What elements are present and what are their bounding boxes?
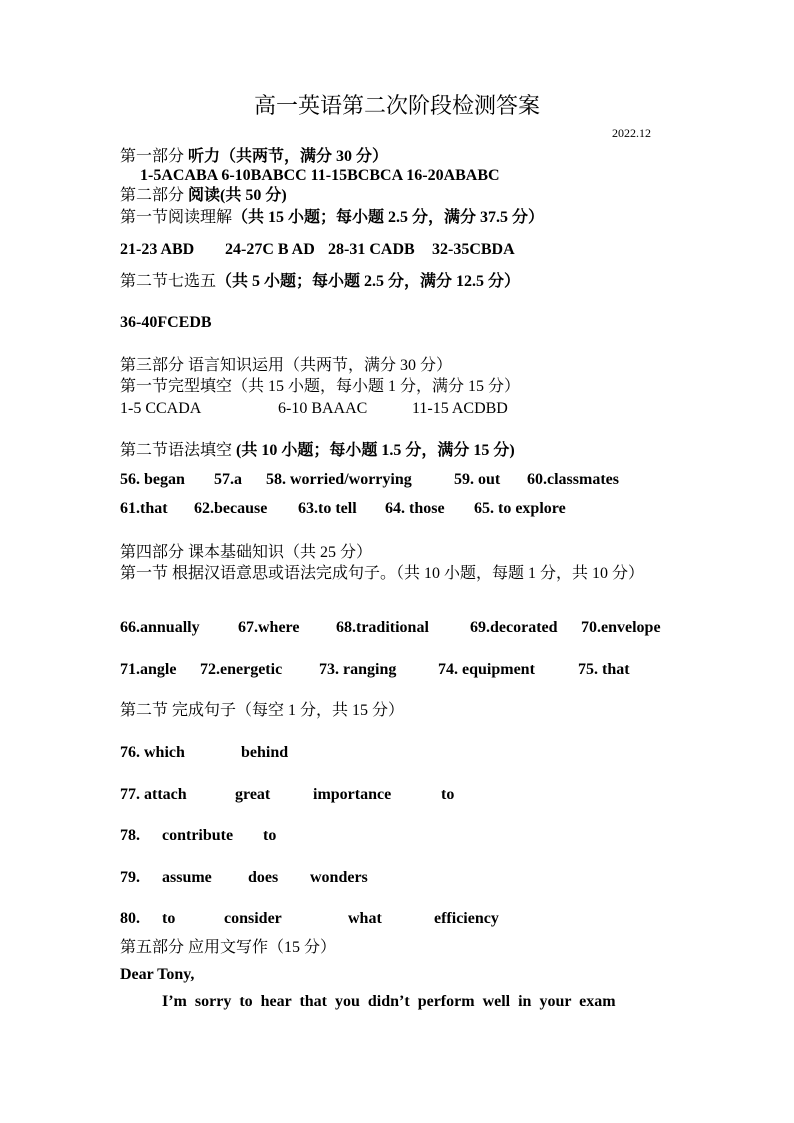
part2-sec1-heading: [120, 208, 544, 228]
answer-item: efficiency: [434, 910, 499, 927]
part1-heading-label: 第一部分: [120, 148, 185, 165]
answer-item: to: [263, 827, 277, 844]
answer-item: importance: [313, 786, 392, 803]
answer-item: 76. which: [120, 744, 185, 761]
page-title: 高一英语第二次阶段检测答案: [253, 93, 540, 118]
answer-item: 63.to tell: [298, 500, 357, 517]
part3-heading-label: 第三部分: [120, 357, 185, 374]
part2-sec1-heading-text: （共 15 小题；每小题 2.5 分，满分 37.5 分）: [232, 209, 545, 226]
answer-item: 67.where: [238, 619, 300, 636]
answer-item: great: [235, 786, 271, 803]
answer-group: 24-27C B AD: [225, 241, 315, 258]
answer-item: 72.energetic: [200, 661, 283, 678]
part5-heading: [120, 938, 336, 958]
answer-item: to: [162, 910, 176, 927]
answer-item: 66.annually: [120, 619, 200, 636]
answer-item: 74. equipment: [438, 661, 535, 678]
answer-item: wonders: [310, 869, 368, 886]
answer-group: 28-31 CADB: [328, 241, 415, 258]
answer-item: 60.classmates: [527, 471, 619, 488]
part3-sec2-heading-label: 第二节语法填空: [120, 442, 233, 459]
part5-heading-label: 第五部分: [120, 939, 185, 956]
answer-item: 71.angle: [120, 661, 177, 678]
part2-sec2-heading-text: （共 5 小题；每小题 2.5 分，满分 12.5 分）: [216, 273, 521, 290]
part1-answers: 1-5ACABA 6-10BABCC 11-15BCBCA 16-20ABABC: [140, 167, 500, 184]
part2-sec1-heading-label: 第一节阅读理解: [120, 209, 233, 226]
part4-sec1-heading-text: 根据汉语意思或语法完成句子。（共 10 小题，每题 1 分，共 10 分）: [168, 565, 645, 582]
answer-item: 61.that: [120, 500, 168, 517]
part3-sec2-heading-text: (共 10 小题；每小题 1.5 分，满分 15 分): [232, 442, 515, 459]
answer-group: 32-35CBDA: [432, 241, 515, 258]
date: 2022.12: [612, 126, 651, 140]
part3-sec1-heading: [120, 377, 520, 397]
letter-body-line: I’m sorry to hear that you didn’t perform well in your exam: [162, 993, 616, 1010]
part1-heading: [120, 147, 388, 167]
part2-sec2-answers: 36-40FCEDB: [120, 314, 212, 331]
part3-heading-text: 语言知识运用（共两节，满分 30 分）: [184, 357, 453, 374]
part5-heading-text: 应用文写作（15 分）: [184, 939, 337, 956]
answer-item: 80.: [120, 910, 140, 927]
part4-sec1-heading: [120, 563, 680, 585]
part4-sec2-heading: [120, 701, 404, 721]
part3-sec1-heading-text: （共 15 小题，每小题 1 分，满分 15 分）: [232, 378, 521, 395]
answer-item: 64. those: [385, 500, 445, 517]
answer-item: 69.decorated: [470, 619, 558, 636]
part4-heading-label: 第四部分: [120, 544, 185, 561]
answer-group: 1-5 CCADA: [120, 400, 202, 417]
answer-group: 21-23 ABD: [120, 241, 195, 258]
answer-item: 59. out: [454, 471, 501, 488]
answer-item: does: [248, 869, 279, 886]
answer-item: 79.: [120, 869, 140, 886]
part4-heading-text: 课本基础知识（共 25 分）: [184, 544, 373, 561]
answer-item: 56. began: [120, 471, 185, 488]
answer-item: behind: [241, 744, 289, 761]
answer-item: what: [348, 910, 382, 927]
letter-salutation: Dear Tony,: [120, 966, 195, 983]
part3-sec1-heading-label: 第一节完型填空: [120, 378, 233, 395]
part4-heading: [120, 543, 372, 563]
answer-group: 11-15 ACDBD: [412, 400, 508, 417]
answer-item: assume: [162, 869, 212, 886]
part2-sec2-heading: [120, 272, 520, 292]
part1-heading-text: 听力（共两节，满分 30 分）: [184, 148, 389, 165]
answer-item: 77. attach: [120, 786, 187, 803]
part4-sec1-heading-label: 第一节: [120, 565, 169, 582]
answer-item: 62.because: [194, 500, 268, 517]
answer-item: 75. that: [578, 661, 630, 678]
answer-group: 6-10 BAAAC: [278, 400, 368, 417]
answer-item: contribute: [162, 827, 234, 844]
answer-item: to: [441, 786, 455, 803]
answer-item: 65. to explore: [474, 500, 566, 517]
part2-heading-text: 阅读(共 50 分): [184, 187, 287, 204]
answer-item: 78.: [120, 827, 140, 844]
answer-item: 57.a: [214, 471, 242, 488]
answer-item: 70.envelope: [581, 619, 661, 636]
part4-sec2-heading-text: 完成句子（每空 1 分，共 15 分）: [168, 702, 405, 719]
part3-sec2-heading: [120, 441, 515, 461]
part4-sec2-heading-label: 第二节: [120, 702, 169, 719]
answer-item: 68.traditional: [336, 619, 429, 636]
part3-heading: [120, 356, 452, 376]
part2-heading-label: 第二部分: [120, 187, 185, 204]
part2-heading: [120, 186, 287, 206]
answer-item: 73. ranging: [319, 661, 397, 678]
answer-item: 58. worried/worrying: [266, 471, 412, 488]
part2-sec2-heading-label: 第二节七选五: [120, 273, 217, 290]
answer-item: consider: [224, 910, 282, 927]
